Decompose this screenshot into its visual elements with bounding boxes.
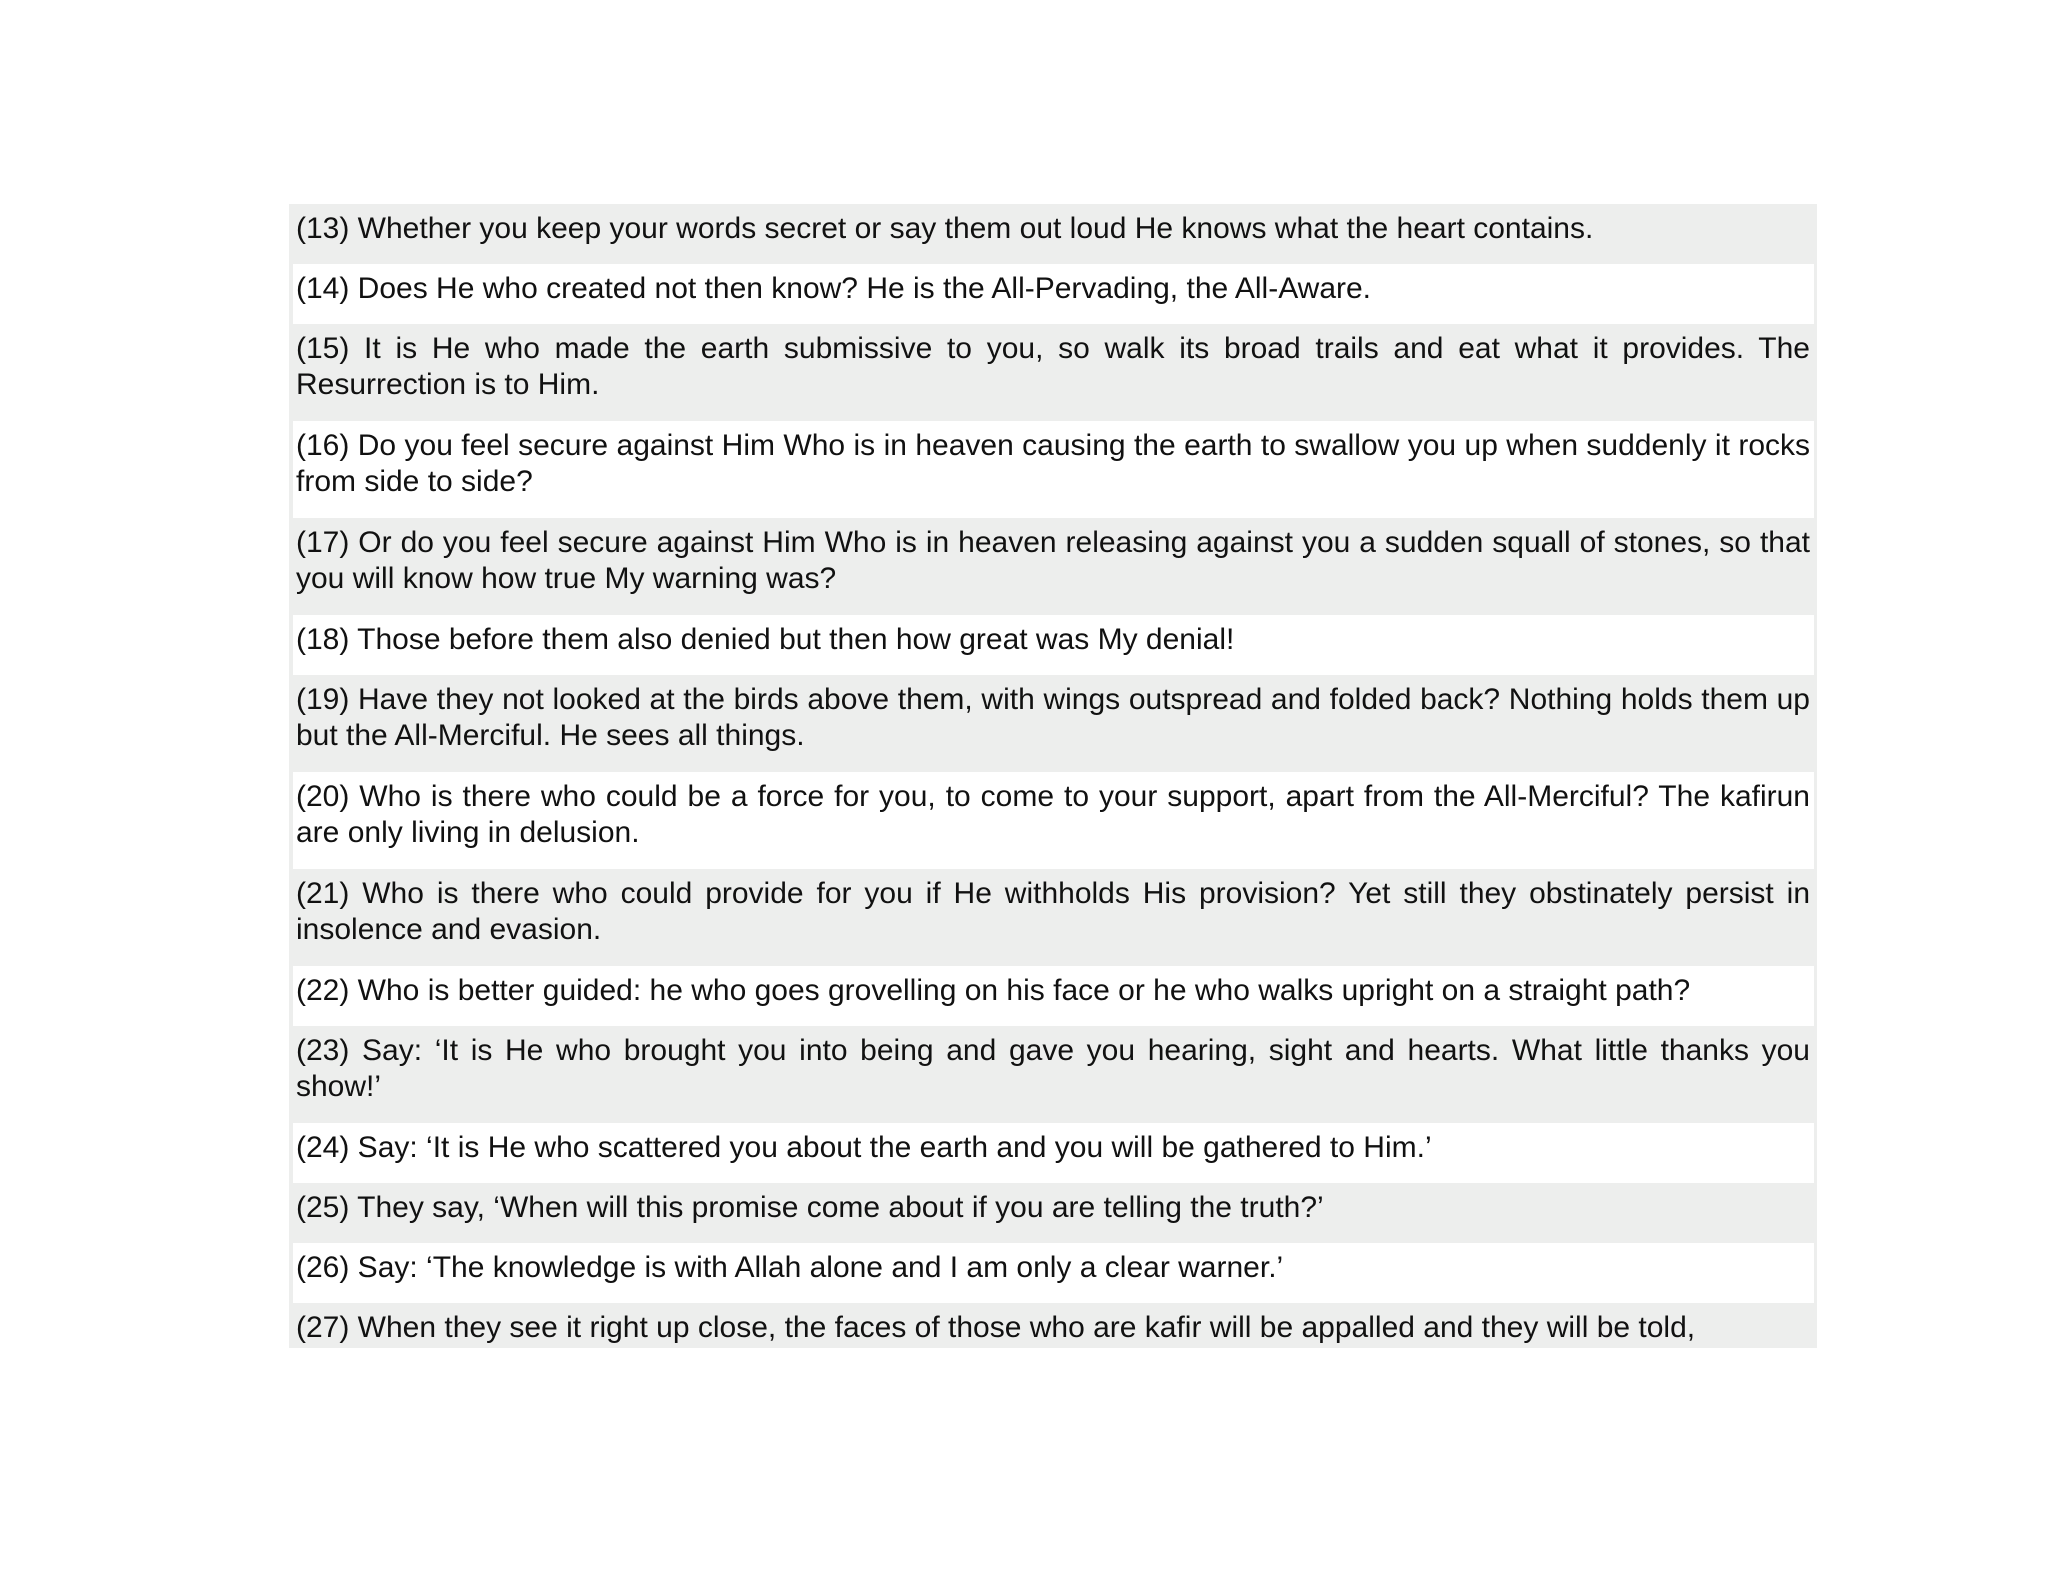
verse-24: (24) Say: ‘It is He who scattered you about the earth and you will be gathered to Him.’ [293,1123,1814,1183]
verse-18: (18) Those before them also denied but then how great was My denial! [293,615,1814,675]
verse-table [289,204,1817,1348]
verse-25: (25) They say, ‘When will this promise come about if you are telling the truth?’ [293,1183,1814,1243]
verse-19: (19) Have they not looked at the birds above them, with wings outspread and folded back? Nothing holds them up but the All-Merciful. He sees all things. [293,675,1814,772]
verse-16: (16) Do you feel secure against Him Who is in heaven causing the earth to swallow you up when suddenly it rocks from side to side? [293,421,1814,518]
verse-15: (15) It is He who made the earth submissive to you, so walk its broad trails and eat what it provides. The Resurrection is to Him. [293,324,1814,421]
verse-27: (27) When they see it right up close, the faces of those who are kafir will be appalled and they will be told, [293,1303,1814,1348]
verse-17: (17) Or do you feel secure against Him Who is in heaven releasing against you a sudden squall of stones, so that you will know how true My warning was? [293,518,1814,615]
verse-23: (23) Say: ‘It is He who brought you into being and gave you hearing, sight and hearts. What little thanks you show!’ [293,1026,1814,1123]
verse-26: (26) Say: ‘The knowledge is with Allah alone and I am only a clear warner.’ [293,1243,1814,1303]
verse-20: (20) Who is there who could be a force for you, to come to your support, apart from the All-Merciful? The kafirun are only living in delusion. [293,772,1814,869]
verse-22: (22) Who is better guided: he who goes grovelling on his face or he who walks upright on a straight path? [293,966,1814,1026]
verse-13: (13) Whether you keep your words secret or say them out loud He knows what the heart contains. [293,204,1814,264]
verse-14: (14) Does He who created not then know? He is the All-Pervading, the All-Aware. [293,264,1814,324]
verse-21: (21) Who is there who could provide for you if He withholds His provision? Yet still they obstinately persist in insolence and evasion. [293,869,1814,966]
